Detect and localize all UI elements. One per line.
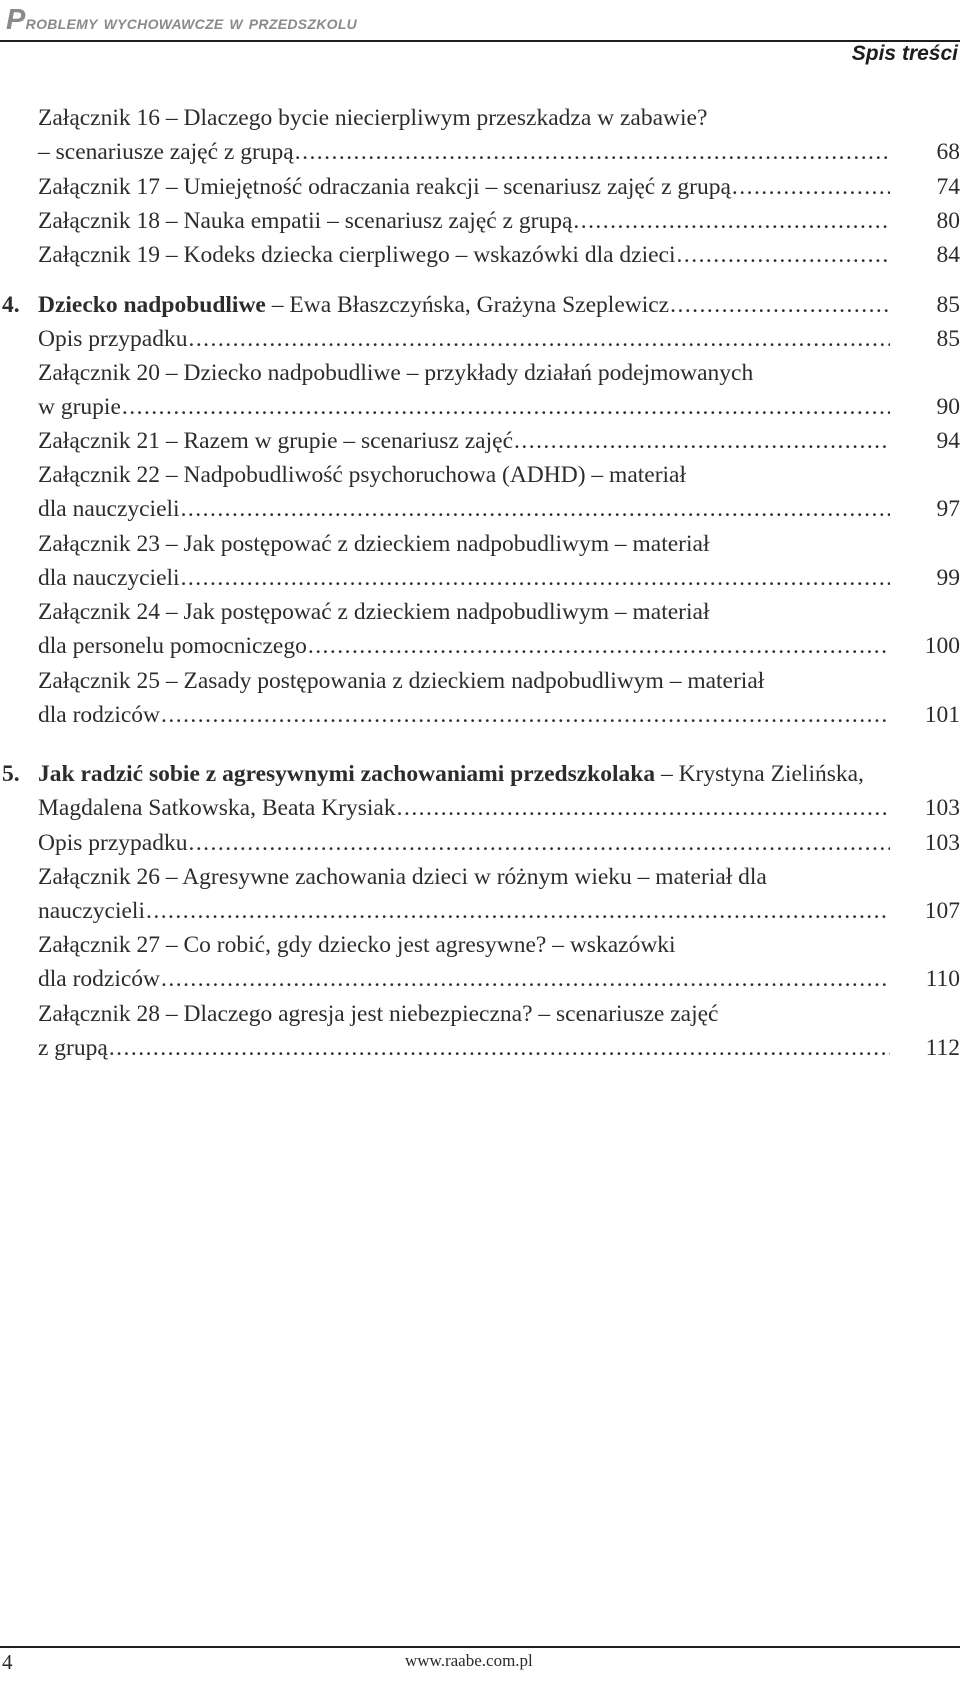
toc-text: Załącznik 16 – Dlaczego bycie niecierpliwym przeszkadza w zabawie? — [38, 105, 708, 131]
toc-line — [38, 894, 960, 929]
toc-line — [38, 664, 960, 698]
toc-line — [38, 356, 960, 390]
toc-page-number: 110 — [925, 966, 960, 992]
toc-page-number: 85 — [936, 325, 960, 352]
toc-line — [38, 170, 960, 204]
toc-text: dla rodziców — [38, 966, 161, 992]
footer-url: www.raabe.com.pl — [405, 1651, 533, 1670]
toc-page-number: 74 — [936, 173, 960, 200]
toc-text: Załącznik 24 – Jak postępować z dzieckiem nadpobudliwym – materiał — [38, 599, 710, 625]
toc-entry — [0, 826, 960, 860]
dot-leader — [308, 629, 890, 664]
toc-line — [38, 238, 960, 272]
toc-line — [38, 204, 960, 238]
toc-page-number: 80 — [936, 207, 960, 234]
toc-page-number: 85 — [936, 291, 960, 318]
footer-rule — [0, 1646, 960, 1648]
toc-page-number: 90 — [936, 393, 960, 420]
toc-page-number: 107 — [924, 897, 960, 924]
toc-text: – Krystyna Zielińska, — [655, 761, 864, 787]
book-title — [6, 4, 357, 37]
dot-leader — [188, 322, 890, 356]
dot-leader — [670, 288, 890, 322]
toc-line — [38, 390, 960, 425]
toc-entry — [0, 757, 960, 826]
toc-page-number: 112 — [925, 1034, 960, 1061]
toc-chapter-title: Jak radzić sobie z agresywnymi zachowaniami przedszkolaka — [38, 761, 656, 787]
toc-text: Załącznik 18 – Nauka empatii – scenariusz zajęć z grupą — [38, 207, 573, 234]
dot-leader — [677, 238, 890, 272]
toc-text: Załącznik 28 – Dlaczego agresja jest niebezpieczna? – scenariusze zajęć — [38, 1000, 719, 1027]
toc-page-number: 103 — [924, 795, 960, 821]
toc-line — [38, 860, 960, 894]
toc-text: dla personelu pomocniczego — [38, 633, 307, 659]
toc-text: Magdalena Satkowska, Beata Krysiak — [38, 795, 396, 821]
toc-line — [38, 698, 960, 733]
toc-entry — [0, 595, 960, 664]
toc-line — [38, 101, 960, 135]
toc-text: Opis przypadku — [38, 325, 188, 352]
dot-leader — [573, 204, 890, 238]
toc-page-number: 100 — [924, 633, 960, 659]
toc-entry — [0, 997, 960, 1066]
toc-line — [38, 527, 960, 561]
toc-line — [38, 135, 960, 170]
toc-text: Załącznik 23 – Jak postępować z dzieckiem nadpobudliwym – materiał — [38, 530, 710, 557]
toc-text: Załącznik 27 – Co robić, gdy dziecko jest agresywne? – wskazówki — [38, 932, 676, 958]
toc-line — [38, 997, 960, 1031]
toc-entry — [0, 664, 960, 733]
dot-leader — [161, 962, 890, 997]
toc-text: dla nauczycieli — [38, 564, 180, 591]
toc-line — [38, 322, 960, 356]
dot-leader — [295, 135, 890, 170]
dot-leader — [732, 170, 890, 204]
toc-line — [38, 561, 960, 596]
toc-text: nauczycieli — [38, 897, 145, 924]
toc-page-number: 94 — [936, 428, 960, 454]
toc-line — [38, 424, 960, 458]
toc-entry — [0, 288, 960, 322]
table-of-contents — [0, 101, 960, 1065]
toc-text: z grupą — [38, 1034, 108, 1061]
toc-entry — [0, 356, 960, 425]
dot-leader — [122, 390, 890, 425]
dot-leader — [146, 894, 890, 929]
toc-entry — [0, 424, 960, 458]
dot-leader — [188, 826, 890, 860]
book-title-initial: P — [6, 4, 26, 36]
toc-page-number: 68 — [936, 139, 960, 165]
toc-text: Załącznik 25 – Zasady postępowania z dzieckiem nadpobudliwym – materiał — [38, 667, 765, 694]
toc-line — [38, 826, 960, 860]
toc-line — [38, 629, 960, 664]
dot-leader — [181, 492, 890, 527]
toc-text: w grupie — [38, 393, 121, 420]
toc-line — [38, 288, 960, 322]
section-title: Spis treści — [851, 42, 958, 65]
toc-text: dla rodziców — [38, 701, 161, 728]
toc-line — [38, 1031, 960, 1066]
dot-leader — [514, 424, 890, 458]
toc-line — [38, 928, 960, 962]
toc-text: – scenariusze zajęć z grupą — [38, 139, 294, 165]
toc-text: Załącznik 20 – Dziecko nadpobudliwe – przykłady działań podejmowanych — [38, 359, 754, 386]
toc-entry — [0, 170, 960, 204]
toc-text: Załącznik 26 – Agresywne zachowania dzieci w różnym wieku – materiał dla — [38, 863, 767, 890]
toc-line — [38, 757, 960, 791]
toc-entry — [0, 204, 960, 238]
toc-page-number: 103 — [924, 829, 960, 856]
toc-text: Opis przypadku — [38, 829, 188, 856]
toc-entry — [0, 101, 960, 170]
book-title-rest: roblemy wychowawcze w przedszkolu — [25, 12, 358, 34]
dot-leader — [161, 698, 890, 733]
toc-line — [38, 962, 960, 997]
toc-page-number: 97 — [936, 496, 960, 522]
toc-entry — [0, 527, 960, 596]
toc-line — [38, 458, 960, 492]
dot-leader — [181, 561, 890, 596]
toc-entry — [0, 458, 960, 527]
page-number: 4 — [2, 1650, 13, 1674]
toc-chapter-number: 5. — [2, 761, 20, 787]
toc-line — [38, 492, 960, 527]
toc-text: Załącznik 19 – Kodeks dziecka cierpliwego – wskazówki dla dzieci — [38, 241, 676, 268]
toc-chapter-number: 4. — [2, 291, 20, 318]
toc-entry — [0, 928, 960, 997]
toc-chapter-title: Dziecko nadpobudliwe — [38, 291, 266, 318]
toc-line — [38, 595, 960, 629]
toc-entry — [0, 322, 960, 356]
toc-line — [38, 791, 960, 826]
toc-text: Załącznik 17 – Umiejętność odraczania reakcji – scenariusz zajęć z grupą — [38, 173, 731, 200]
toc-text: Załącznik 21 – Razem w grupie – scenariusz zajęć — [38, 428, 514, 454]
dot-leader — [397, 791, 890, 826]
toc-entry — [0, 238, 960, 272]
dot-leader — [109, 1031, 890, 1066]
toc-page-number: 101 — [924, 701, 960, 728]
toc-page-number: 84 — [936, 241, 960, 268]
toc-entry — [0, 860, 960, 929]
toc-text: – Ewa Błaszczyńska, Grażyna Szeplewicz — [265, 291, 670, 318]
toc-text: dla nauczycieli — [38, 496, 180, 522]
toc-page-number: 99 — [936, 564, 960, 591]
header-rule — [0, 40, 960, 42]
toc-text: Załącznik 22 – Nadpobudliwość psychoruchowa (ADHD) – materiał — [38, 462, 687, 488]
